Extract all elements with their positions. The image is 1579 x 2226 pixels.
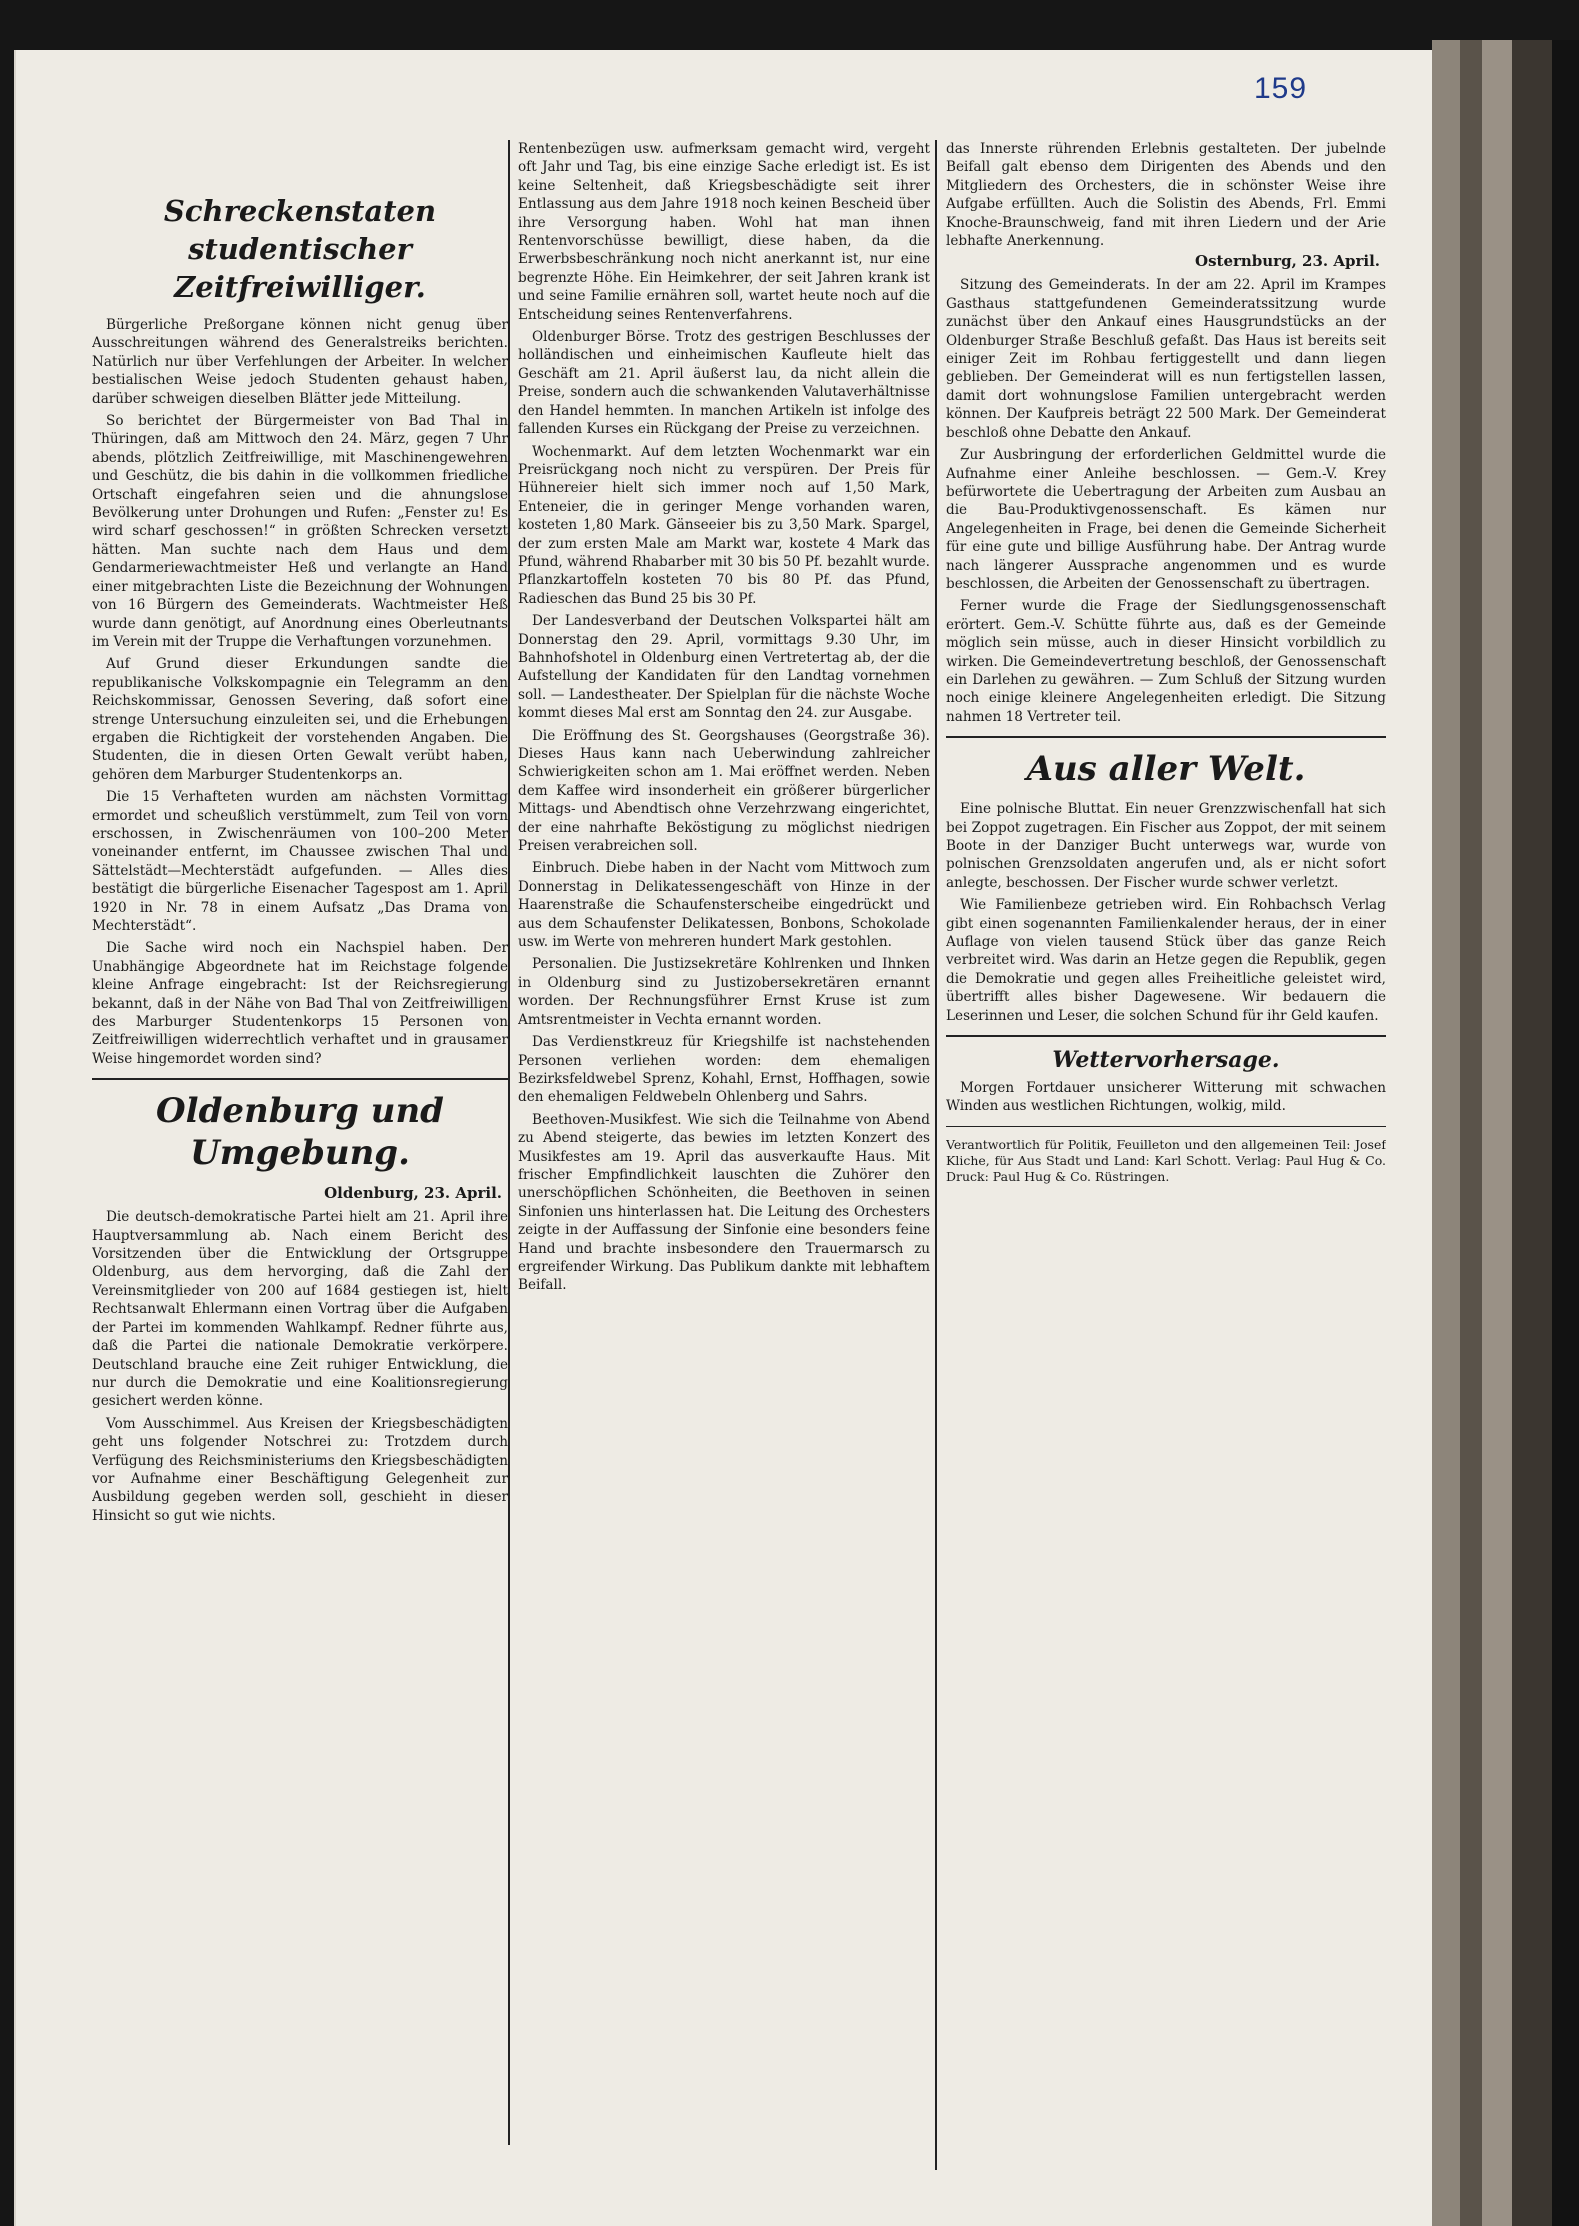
article-headline: Schreckenstaten studentischer Zeitfreiwilliger. [163, 194, 437, 304]
article-paragraph: Die Sache wird noch ein Nachspiel haben. Der Unabhängige Abgeordnete hat im Reichstage folgende kleine Anfrage eingebracht: Ist der Reichsregierung bekannt, daß in der Nähe von Bad Thal von Zeitfreiwilligen des Marburger Studentenkorps 15 Personen von Zeitfreiwilligen widerrechtlich verhaftet und in grausamer Weise hingemordet worden sind? [92, 940, 508, 1067]
article-paragraph: Die 15 Verhafteten wurden am nächsten Vormittag ermordet und scheußlich verstümmelt, zum Teil von vorn erschossen, in Zwischenräumen von 100–200 Meter voneinander entfernt, im Chaussee zwischen Thal und Sättelstädt—Mechterstädt aufgefunden. — Alles dies bestätigt die bürgerliche Eisenacher Tagespost am 1. April 1920 in Nr. 78 in einem Aufsatz „Das Drama von Mechterstädt“. [92, 789, 508, 934]
column-1 [92, 140, 508, 2095]
column-3 [946, 140, 1386, 2150]
article-paragraph: Das Verdienstkreuz für Kriegshilfe ist nachstehenden Personen verliehen worden: dem ehemaligen Bezirksfeldwebel Sprenz, Kohahl, Ernst, Hoffhagen, sowie den ehemaligen Feldwebeln Ohlenberg und Sahrs. [518, 1034, 930, 1106]
article-paragraph: Eine polnische Bluttat. Ein neuer Grenzzwischenfall hat sich bei Zoppot zugetragen. Ein Fischer aus Zoppot, der mit seinem Boote in der Danziger Bucht unterwegs war, wurde von polnischen Grenzsoldaten angerufen und, als er nicht sofort anlegte, beschossen. Der Fischer wurde schwer verletzt. [946, 801, 1386, 891]
article-paragraph: Bürgerliche Preßorgane können nicht genug über Ausschreitungen während des Generalstreiks berichten. Natürlich nur über Verfehlungen der Arbeiter. In welcher bestialischen Weise jedoch Studenten gehaust haben, darüber schweigen dieselben Blätter jede Mitteilung. [92, 317, 508, 407]
article-paragraph: Auf Grund dieser Erkundungen sandte die republikanische Volkskompagnie ein Telegramm an den Reichskommissar, Genossen Severing, daß sofort eine strenge Untersuchung einzuleiten sei, und die Erhebungen ergaben die Richtigkeit der vorstehenden Angaben. Die Studenten, die in diesen Orten Gewalt verübt haben, gehören dem Marburger Studentenkorps an. [92, 656, 508, 783]
dateline: Oldenburg, 23. April. [324, 1184, 502, 1203]
newspaper-sheet [14, 50, 1432, 2226]
page-edge [1512, 40, 1552, 2226]
column-rule [935, 140, 937, 2170]
section-divider [946, 1126, 1386, 1127]
page-number: 159 [1254, 72, 1308, 105]
weather-text: Morgen Fortdauer unsicherer Witterung mit schwachen Winden aus westlichen Richtungen, wolkig, mild. [946, 1080, 1386, 1115]
section-divider [946, 736, 1386, 738]
article-paragraph: So berichtet der Bürgermeister von Bad Thal in Thüringen, daß am Mittwoch den 24. März, gegen 7 Uhr abends, plötzlich Zeitfreiwillige, mit Maschinengewehren und Geschütz, die bis dahin in die vollkommen friedliche Ortschaft eingefahren seien und die ahnungslose Bevölkerung unter Drohungen und Rufen: „Fenster zu! Es wird scharf geschossen!“ in größten Schrecken versetzt hätten. Man suchte nach dem Haus und dem Gendarmeriewachtmeister Heß und verlangte an Hand einer mitgebrachten Liste die Bezeichnung der Wohnungen von 16 Bürgern des Gemeinderats. Wachtmeister Heß wurde dann genötigt, auf Anordnung eines Oberleutnants im Verein mit der Truppe die Verhaftungen vorzunehmen. [92, 413, 508, 650]
article-paragraph: Personalien. Die Justizsekretäre Kohlrenken und Ihnken in Oldenburg sind zu Justizobersekretären ernannt worden. Der Rechnungsführer Ernst Kruse ist zum Amtsrentmeister in Vechta ernannt worden. [518, 956, 930, 1028]
page-edge [1460, 40, 1482, 2226]
page-edge [1432, 40, 1460, 2226]
article-paragraph: Oldenburger Börse. Trotz des gestrigen Beschlusses der holländischen und einheimischen Kaufleute hielt das Geschäft am 21. April äußerst lau, da nicht allein die Preise, sondern auch die schwankenden Valutaverhältnisse den Handel hemmten. In manchen Artikeln ist infolge des fallenden Kurses ein Rückgang der Preise zu verzeichnen. [518, 329, 930, 438]
column-2 [518, 140, 930, 2150]
article-paragraph: Die deutsch-demokratische Partei hielt am 21. April ihre Hauptversammlung ab. Nach einem Bericht des Vorsitzenden über die Entwicklung der Ortsgruppe Oldenburg, aus dem hervorging, daß die Zahl der Vereinsmitglieder von 200 auf 1684 gestiegen ist, hielt Rechtsanwalt Ehlermann einen Vortrag über die Aufgaben der Partei im kommenden Wahlkampf. Redner führte aus, daß die Partei die nationale Demokratie verkörpere. Deutschland brauche eine Zeit ruhiger Entwicklung, die nur durch die Demokratie und eine Koalitionsregierung gesichert werden könne. [92, 1209, 508, 1410]
section-headline: Oldenburg und Umgebung. [156, 1091, 444, 1174]
article-paragraph: Sitzung des Gemeinderats. In der am 22. April im Krampes Gasthaus stattgefundenen Gemeinderatssitzung wurde zunächst über den Ankauf eines Hausgrundstücks an der Oldenburger Straße Beschluß gefaßt. Das Haus ist bereits seit einiger Zeit im Rohbau fertiggestellt und dann liegen geblieben. Der Gemeinderat will es nun fertigstellen lassen, damit dort wohnungslose Familien untergebracht werden können. Der Kaufpreis beträgt 22 500 Mark. Der Gemeinderat beschloß ohne Debatte den Ankauf. [946, 277, 1386, 441]
imprint: Verantwortlich für Politik, Feuilleton und den allgemeinen Teil: Josef Kliche, für Aus Stadt und Land: Karl Schott. Verlag: Paul Hug & Co. Druck: Paul Hug & Co. Rüstringen. [946, 1136, 1386, 1184]
weather-title: Wettervorhersage. [1052, 1047, 1280, 1074]
article-paragraph: Wochenmarkt. Auf dem letzten Wochenmarkt war ein Preisrückgang noch nicht zu verspüren. Der Preis für Hühnereier hielt sich immer noch auf 1,50 Mark, Enteneier, die in geringer Menge vorhanden waren, kosteten 1,80 Mark. Gänseeier bis zu 3,50 Mark. Spargel, der zum ersten Male am Markt war, kostete 4 Mark das Pfund, während Rhabarber mit 30 bis 50 Pf. bezahlt wurde. Pflanzkartoffeln kosteten 70 bis 80 Pf. das Pfund, Radieschen das Bund 25 bis 30 Pf. [518, 443, 930, 607]
article-paragraph: Die Eröffnung des St. Georgshauses (Georgstraße 36). Dieses Haus kann nach Ueberwindung zahlreicher Schwierigkeiten schon am 1. Mai eröffnet werden. Neben dem Kaffee wird insonderheit ein größerer bürgerlicher Mittags- und Abendtisch ohne Verzehrzwang eingerichtet, der eine nahrhafte Beköstigung zu möglichst niedrigen Preisen verabreichen soll. [518, 727, 930, 855]
article-paragraph: Vom Ausschimmel. Aus Kreisen der Kriegsbeschädigten geht uns folgender Notschrei zu: Trotzdem durch Verfügung des Reichsministeriums den Kriegsbeschädigten vor Aufnahme einer Beschäftigung Gelegenheit zur Ausbildung gegeben werden soll, geschieht in dieser Hinsicht so gut wie nichts. [92, 1415, 508, 1524]
article-paragraph: Einbruch. Diebe haben in der Nacht vom Mittwoch zum Donnerstag in Delikatessengeschäft von Hinze in der Haarenstraße die Schaufensterscheibe eingedrückt und aus dem Schaufenster Delikatessen, Bonbons, Schokolade usw. im Werte von mehreren hundert Mark gestohlen. [518, 860, 930, 951]
article-paragraph: Ferner wurde die Frage der Siedlungsgenossenschaft erörtert. Gem.-V. Schütte führte aus, daß es der Gemeinde möglich sein müsse, auch in dieser Hinsicht vorbildlich zu wirken. Die Gemeindevertretung beschloß, der Genossenschaft ein Darlehen zu gewähren. — Zum Schluß der Sitzung wurden noch einige kleinere Angelegenheiten erledigt. Die Sitzung nahmen 18 Vertreter teil. [946, 598, 1386, 725]
article-paragraph: Beethoven-Musikfest. Wie sich die Teilnahme von Abend zu Abend steigerte, das bewies im letzten Konzert des Musikfestes am 19. April das ausverkaufte Haus. Mit frischer Empfindlichkeit lauschten die Zuhörer den unerschöpflichen Schönheiten, die Beethoven in seinen Sinfonien uns hinterlassen hat. Die Leitung des Orchesters zeigte in der Auffassung der Sinfonie eine besonders feine Hand und brachte insbesondere den Trauermarsch zu ergreifender Wirkung. Das Publikum dankte mit lebhaftem Beifall. [518, 1111, 930, 1294]
section-headline: Aus aller Welt. [1026, 749, 1306, 790]
column-rule [508, 140, 510, 2145]
article-paragraph: Zur Ausbringung der erforderlichen Geldmittel wurde die Aufnahme einer Anleihe beschlossen. — Gem.-V. Krey befürwortete die Uebertragung der Arbeiten zum Ausbau an die Bau-Produktivgenossenschaft. Es kämen nur Angelegenheiten in Frage, bei denen die Gemeinde Sicherheit für eine gute und billige Ausführung habe. Der Antrag wurde nach längerer Aussprache angenommen und es wurde beschlossen, die Arbeiten der Genossenschaft zu übertragen. [946, 447, 1386, 592]
page-edge [1482, 40, 1512, 2226]
section-divider [946, 1035, 1386, 1037]
dateline: Osternburg, 23. April. [1195, 252, 1380, 271]
article-paragraph: das Innerste rührenden Erlebnis gestalteten. Der jubelnde Beifall galt ebenso dem Dirigenten des Abends und den Mitgliedern des Orchesters, die in schönster Weise ihre Aufgabe erfüllten. Auch die Solistin des Abends, Frl. Emmi Knoche-Braunschweig, fand mit ihren Liedern und der Arie lebhafte Anerkennung. [946, 141, 1386, 250]
page-edge [1552, 40, 1579, 2226]
article-paragraph: Rentenbezügen usw. aufmerksam gemacht wird, vergeht oft Jahr und Tag, bis eine einzige Sache erledigt ist. Es ist keine Seltenheit, daß Kriegsbeschädigte seit ihrer Entlassung aus dem Jahre 1918 noch keinen Bescheid über ihre Versorgung haben. Wohl hat man ihnen Rentenvorschüsse bewilligt, diese haben, da die Erwerbsbeschränkung noch nicht anerkannt ist, nur eine begrenzte Höhe. Ein Heimkehrer, der seit Jahren krank ist und seine Familie ernähren soll, wartet heute noch auf die Entscheidung seines Rentenverfahrens. [518, 141, 930, 323]
section-divider [92, 1078, 508, 1080]
article-paragraph: Der Landesverband der Deutschen Volkspartei hält am Donnerstag den 29. April, vormittags 9.30 Uhr, im Bahnhofshotel in Oldenburg einen Vertretertag ab, der die Aufstellung der Kandidaten für den Landtag vornehmen soll. — Landestheater. Der Spielplan für die nächste Woche kommt dieses Mal erst am Sonntag den 24. zur Ausgabe. [518, 613, 930, 722]
article-paragraph: Wie Familienbeze getrieben wird. Ein Rohbachsch Verlag gibt einen sogenannten Familienkalender heraus, der in einer Auflage von vielen tausend Stück über das ganze Reich verbreitet wird. Was darin an Hetze gegen die Republik, gegen die Demokratie und gegen alles Freiheitliche geleistet wird, übertrifft alles bisher Dagewesene. Wir bedauern die Leserinnen und Leser, die solchen Schund für ihr Geld kaufen. [946, 897, 1386, 1024]
